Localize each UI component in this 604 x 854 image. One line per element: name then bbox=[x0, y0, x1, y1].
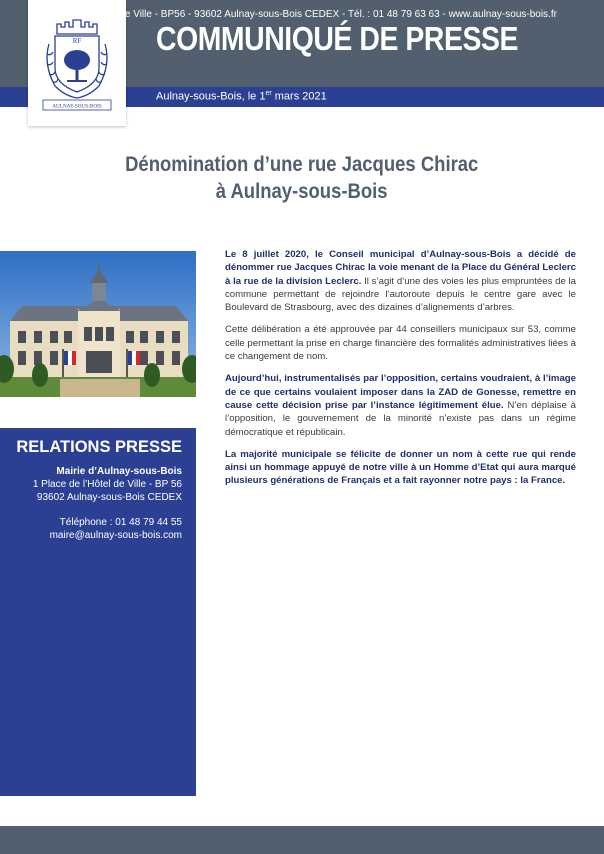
dateline-prefix: Aulnay-sous-Bois, le 1 bbox=[156, 90, 266, 103]
town-hall-image bbox=[0, 251, 196, 397]
paragraph-1-rest: Il s’agit d’une des voies les plus empruntées de la commune permettant de rejoindre l’autoroute depuis le centre gare avec le Boulevard de Strasbourg, avec des dizaines d’alignements d’arbres. bbox=[225, 275, 576, 314]
contact-org: Mairie d’Aulnay-sous-Bois bbox=[56, 466, 182, 477]
paragraph-3-rest: N’en déplaise à l’opposition, le gouvernement de la minorité n’existe pas dans un régime démocratique et républicain. bbox=[225, 399, 576, 438]
contact-address-1: 1 Place de l’Hôtel de Ville - BP 56 bbox=[32, 479, 182, 490]
footer-address: Place de l’Hôtel de Ville - BP56 - 93602 Aulnay-sous-Bois CEDEX - Tél. : 01 48 79 63 63 - www.aulnay-sous-bois.fr bbox=[47, 9, 557, 20]
paragraph-1-bold: Le 8 juillet 2020, le Conseil municipal d’Aulnay-sous-Bois a décidé de dénommer rue Jacques Chirac la voie menant de la Place du Général Leclerc à la rue de la division Leclerc. bbox=[225, 249, 576, 287]
press-contact-panel bbox=[0, 428, 196, 796]
contact-phone: Téléphone : 01 48 79 44 55 bbox=[59, 517, 182, 528]
headline-line-1: Dénomination d’une rue Jacques Chirac bbox=[125, 153, 479, 176]
paragraph-4 bbox=[225, 448, 576, 488]
paragraph-3 bbox=[225, 372, 576, 438]
dateline bbox=[156, 90, 327, 103]
logo-initials: RF bbox=[72, 37, 82, 45]
headline-line-2: à Aulnay-sous-Bois bbox=[216, 180, 388, 203]
press-contact-heading: RELATIONS PRESSE bbox=[16, 438, 182, 456]
paragraph-4-bold: La majorité municipale se félicite de donner un nom à cette rue qui rende ainsi un hommage appuyé de notre ville à un Homme d’Etat qui aura marqué plusieurs générations de Français et a fait rayonner notre pays : la France. bbox=[225, 448, 576, 487]
footer-bar bbox=[0, 826, 604, 854]
logo-caption: AULNAY-SOUS-BOIS bbox=[52, 103, 102, 110]
city-crest-icon bbox=[35, 14, 119, 112]
contact-address-2: 93602 Aulnay-sous-Bois CEDEX bbox=[36, 492, 182, 503]
town-hall-photo bbox=[0, 251, 196, 397]
dateline-suffix: mars 2021 bbox=[271, 90, 327, 103]
dateline-sup: er bbox=[265, 90, 272, 97]
paragraph-2: Cette délibération a été approuvée par 44 conseillers municipaux sur 53, comme celle permettant la prise en charge financière des formalités administratives liées à ce changement de nom. bbox=[225, 324, 576, 363]
page-title: COMMUNIQUÉ DE PRESSE bbox=[156, 20, 518, 57]
press-release-body bbox=[225, 248, 576, 497]
contact-email[interactable]: maire@aulnay-sous-bois.com bbox=[49, 530, 182, 541]
paragraph-3-bold: Aujourd’hui, instrumentalisés par l’opposition, certains voudraient, à l’image de ce que certains voulaient imposer dans la ZAD de Gonesse, remettre en cause cette décision prise par l’instance légitimement élue. bbox=[225, 373, 576, 411]
paragraph-1 bbox=[225, 248, 576, 314]
